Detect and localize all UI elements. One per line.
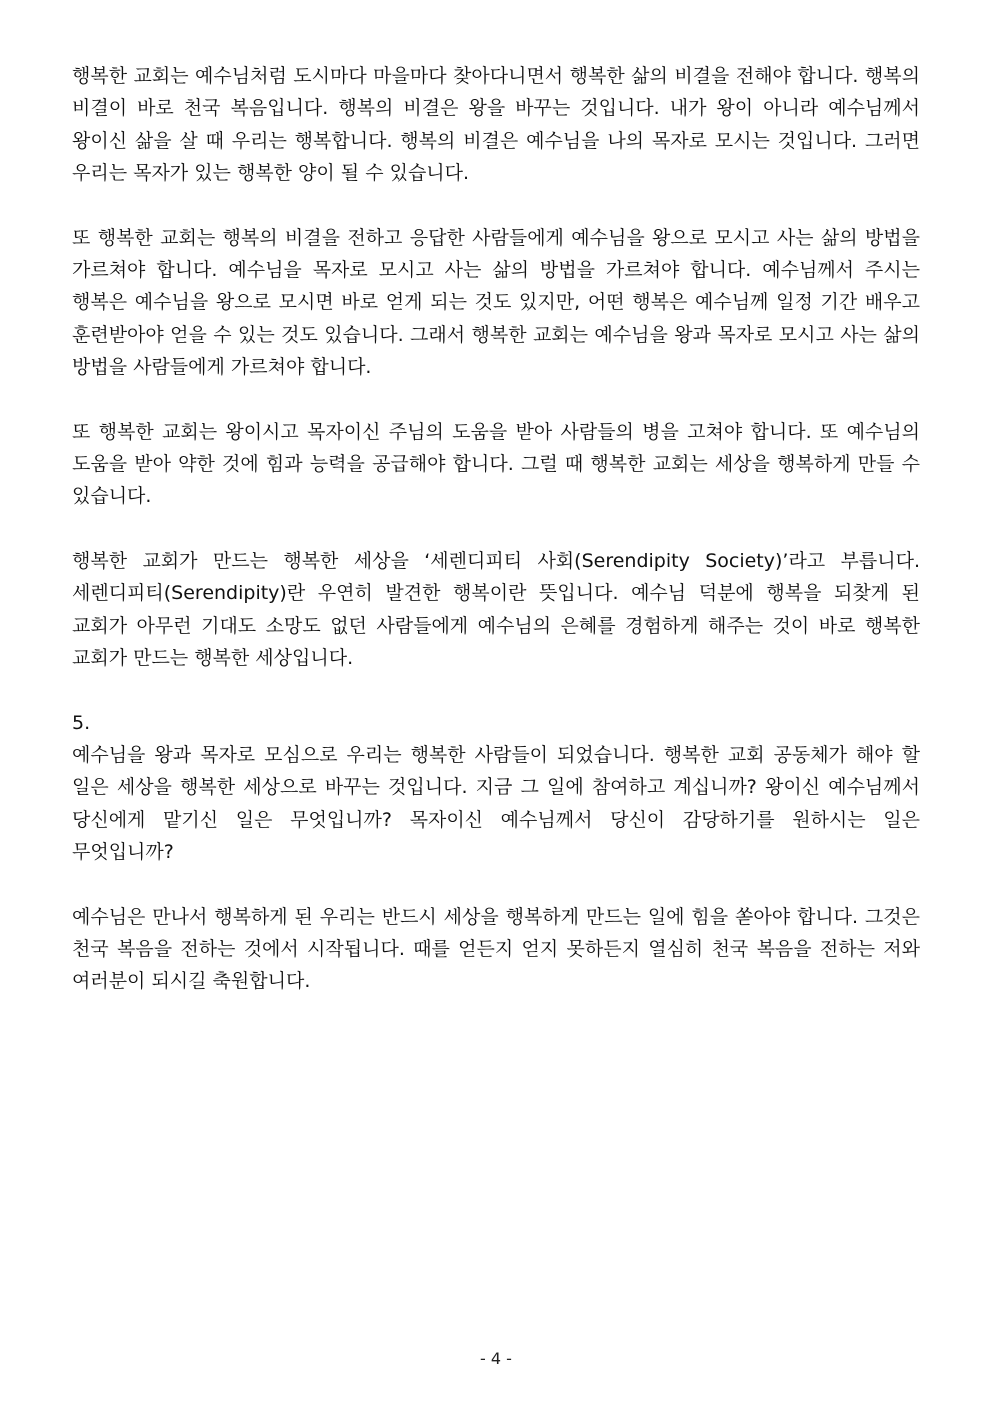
paragraph-3: 또 행복한 교회는 왕이시고 목자이신 주님의 도움을 받아 사람들의 병을 고쳐야 합니다. 또 예수님의 도움을 받아 약한 것에 힘과 능력을 공급해야 합니다. 그럴 때 행복한 교회는 세상을 행복하게 만들 수 있습니다.	[72, 420, 920, 508]
page-number: - 4 -	[480, 1349, 512, 1368]
section-number: 5.	[72, 711, 91, 734]
document-body	[72, 60, 920, 1030]
paragraph-4: 행복한 교회가 만드는 행복한 세상을 ‘세렌디피티 사회(Serendipity Society)’라고 부릅니다. 세렌디피티(Serendipity)란 우연히 발견한 행복이란 뜻입니다. 예수님 덕분에 행복을 되찾게 된 교회가 아무런 기대도 소망도 없던 사람들에게 예수님의 은혜를 경험하게 해주는 것이 바로 행복한 교회가 만드는 행복한 세상입니다.	[72, 549, 920, 670]
section-paragraph-1: 예수님을 왕과 목자로 모심으로 우리는 행복한 사람들이 되었습니다. 행복한 교회 공동체가 해야 할 일은 세상을 행복한 세상으로 바꾸는 것입니다. 지금 그 일에 참여하고 계십니까? 왕이신 예수님께서 당신에게 맡기신 일은 무엇입니까? 목자이신 예수님께서 당신이 감당하기를 원하시는 일은 무엇입니까?	[72, 743, 920, 864]
paragraph-1: 행복한 교회는 예수님처럼 도시마다 마을마다 찾아다니면서 행복한 삶의 비결을 전해야 합니다. 행복의 비결이 바로 천국 복음입니다. 행복의 비결은 왕을 바꾸는 것입니다. 내가 왕이 아니라 예수님께서 왕이신 삶을 살 때 우리는 행복합니다. 행복의 비결은 예수님을 나의 목자로 모시는 것입니다. 그러면 우리는 목자가 있는 행복한 양이 될 수 있습니다.	[72, 65, 920, 185]
paragraph-2: 또 행복한 교회는 행복의 비결을 전하고 응답한 사람들에게 예수님을 왕으로 모시고 사는 삶의 방법을 가르쳐야 합니다. 예수님을 목자로 모시고 사는 삶의 방법을 가르쳐야 합니다. 예수님께서 주시는 행복은 예수님을 왕으로 모시면 바로 얻게 되는 것도 있지만, 어떤 행복은 예수님께 일정 기간 배우고 훈련받아야 얻을 수 있는 것도 있습니다. 그래서 행복한 교회는 예수님을 왕과 목자로 모시고 사는 삶의 방법을 사람들에게 가르쳐야 합니다.	[72, 226, 920, 379]
section-paragraph-2: 예수님은 만나서 행복하게 된 우리는 반드시 세상을 행복하게 만드는 일에 힘을 쏟아야 합니다. 그것은 천국 복음을 전하는 것에서 시작됩니다. 때를 얻든지 얻지 못하든지 열심히 천국 복음을 전하는 저와 여러분이 되시길 축원합니다.	[72, 905, 920, 993]
